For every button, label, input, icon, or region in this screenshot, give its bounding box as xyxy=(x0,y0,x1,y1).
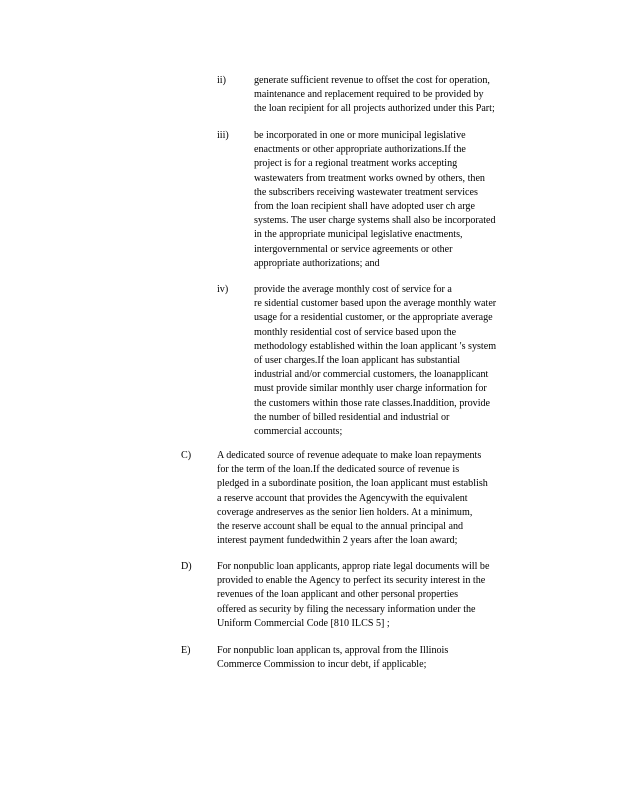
text-line: For nonpublic loan applicants, approp riate legal documents will be xyxy=(217,561,490,572)
text-line: maintenance and replacement required to be provided by xyxy=(254,89,484,101)
text-line: project is for a regional treatment works accepting xyxy=(254,158,458,170)
text-line: provide the average monthly cost of service for a xyxy=(254,284,452,295)
text-line: provided to enable the Agency to perfect its security interest in the xyxy=(217,575,486,587)
text-line: offered as security by filing the necessary information under the xyxy=(217,603,476,615)
text-line: of user charges.If the loan applicant has substantial xyxy=(254,355,461,367)
text-line: wastewaters from treatment works owned by others, then xyxy=(254,172,485,184)
text-line: for the term of the loan.If the dedicated source of revenue is xyxy=(217,464,460,476)
text-line: commercial accounts; xyxy=(254,426,343,438)
text-line: interest payment fundedwithin 2 years after the loan award; xyxy=(217,535,458,547)
list-marker: C) xyxy=(181,450,192,461)
text-line: must provide similar monthly user charge information for xyxy=(254,383,487,395)
text-line: systems. The user charge systems shall also be incorporated xyxy=(254,215,496,227)
paragraph-text xyxy=(217,644,537,672)
text-line: revenues of the loan applicant and other personal properties xyxy=(217,589,459,601)
text-line: a reserve account that provides the Agencywith the equivalent xyxy=(217,492,468,504)
text-line: be incorporated in one or more municipal legislative xyxy=(254,130,466,141)
text-line: the subscribers receiving wastewater treatment services xyxy=(254,186,478,198)
list-marker: iv) xyxy=(217,284,229,295)
text-line: re sidential customer based upon the average monthly water xyxy=(254,298,497,310)
text-line: Commerce Commission to incur debt, if applicable; xyxy=(217,659,427,671)
text-line: industrial and/or commercial customers, the loanapplicant xyxy=(254,369,489,381)
text-line: Uniform Commercial Code [810 ILCS 5] ; xyxy=(217,617,390,629)
list-marker: ii) xyxy=(217,75,226,86)
text-line: methodology established within the loan applicant 's system xyxy=(254,340,497,352)
list-marker: D) xyxy=(181,561,192,572)
text-line: the reserve account shall be equal to the annual principal and xyxy=(217,521,464,533)
text-line: usage for a residential customer, or the appropriate average xyxy=(254,312,493,324)
text-line: the customers within those rate classes.Inaddition, provide xyxy=(254,397,491,409)
paragraph-text xyxy=(217,449,537,548)
text-line: enactments or other appropriate authorizations.If the xyxy=(254,144,466,156)
paragraph-text xyxy=(217,560,537,631)
text-line: appropriate authorizations; and xyxy=(254,257,380,269)
paragraph-text xyxy=(254,129,536,271)
text-line: intergovernmental or service agreements or other xyxy=(254,243,453,255)
text-line: coverage andreserves as the senior lien holders. At a minimum, xyxy=(217,506,473,518)
text-line: monthly residential cost of service based upon the xyxy=(254,326,457,338)
text-line: the loan recipient for all projects authorized under this Part; xyxy=(254,103,495,115)
list-marker: E) xyxy=(181,645,191,656)
paragraph-text xyxy=(254,283,536,439)
paragraph-text xyxy=(254,74,536,117)
list-marker: iii) xyxy=(217,130,229,141)
text-line: the number of billed residential and industrial or xyxy=(254,411,450,423)
text-line: For nonpublic loan applican ts, approval from the Illinois xyxy=(217,645,449,656)
text-line: from the loan recipient shall have adopted user ch arge xyxy=(254,201,475,213)
text-line: in the appropriate municipal legislative enactments, xyxy=(254,229,463,241)
text-line: generate sufficient revenue to offset the cost for operation, xyxy=(254,75,490,86)
text-line: pledged in a subordinate position, the loan applicant must establish xyxy=(217,478,488,490)
text-line: A dedicated source of revenue adequate to make loan repayments xyxy=(217,450,482,461)
